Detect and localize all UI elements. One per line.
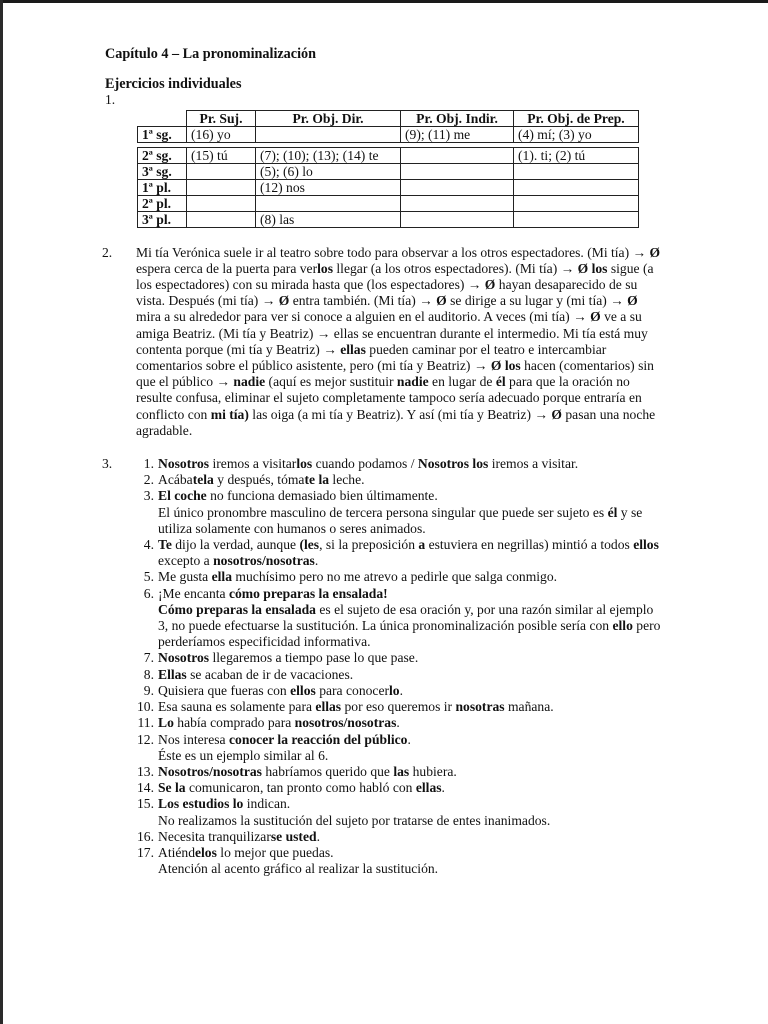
list-item xyxy=(136,488,665,537)
list-item xyxy=(136,650,665,666)
table-cell xyxy=(187,163,256,179)
table-cell xyxy=(256,195,401,211)
chapter-heading: Capítulo 4 – La pronominalización xyxy=(105,46,317,62)
item-text: Te dijo la verdad, aunque (les, si la preposición a estuviera en negrillas) mintió a todos ellos excepto a nosotros/nosotras. xyxy=(158,537,659,569)
item-text: Se la comunicaron, tan pronto como habló con ellas. xyxy=(158,780,445,796)
table-row xyxy=(138,179,639,195)
table-cell xyxy=(256,126,401,142)
item-text: El coche no funciona demasiado bien últimamente. El único pronombre masculino de tercera persona singular que puede ser sujeto es él y se utiliza solamente con humanos o seres animados. xyxy=(158,488,643,536)
table-cell xyxy=(401,163,514,179)
table-cell xyxy=(514,163,639,179)
list-item xyxy=(136,780,665,796)
item-text: Esa sauna es solamente para ellas por eso queremos ir nosotras mañana. xyxy=(158,699,554,715)
item-number: 2. xyxy=(143,472,154,488)
document-page xyxy=(102,46,665,877)
item-text: Me gusta ella muchísimo pero no me atrevo a pedirle que salga conmigo. xyxy=(158,569,558,585)
table-cell: (12) nos xyxy=(256,179,401,195)
exercise-2-number: 2. xyxy=(102,244,113,260)
table-cell xyxy=(514,211,639,227)
table-header: Pr. Obj. de Prep. xyxy=(514,110,639,126)
list-item xyxy=(136,796,665,828)
item-number: 10. xyxy=(137,699,154,715)
row-label: 3ª pl. xyxy=(138,211,187,227)
item-number: 5. xyxy=(143,569,154,585)
item-number: 13. xyxy=(137,763,154,779)
table-cell: (4) mí; (3) yo xyxy=(514,126,639,142)
table-header: Pr. Suj. xyxy=(187,110,256,126)
item-number: 4. xyxy=(143,537,154,553)
exercise-3-number: 3. xyxy=(102,456,113,472)
table-cell xyxy=(401,195,514,211)
list-item xyxy=(136,829,665,845)
table-row xyxy=(138,163,639,179)
item-text: Los estudios lo indican. No realizamos la sustitución del sujeto por tratarse de entes inanimados. xyxy=(158,796,551,828)
list-item xyxy=(136,699,665,715)
exercise-2 xyxy=(102,244,665,439)
list-item xyxy=(136,586,665,651)
pronoun-table-top xyxy=(137,110,639,143)
table-corner-cell xyxy=(138,110,187,126)
list-item xyxy=(136,667,665,683)
table-cell: (16) yo xyxy=(187,126,256,142)
table-cell xyxy=(187,211,256,227)
item-number: 15. xyxy=(137,796,154,812)
list-item xyxy=(136,715,665,731)
table-cell xyxy=(401,179,514,195)
item-number: 7. xyxy=(143,650,154,666)
table-cell xyxy=(401,147,514,163)
table-cell xyxy=(187,179,256,195)
list-item xyxy=(136,456,665,472)
table-header: Pr. Obj. Indir. xyxy=(401,110,514,126)
item-number: 17. xyxy=(137,844,154,860)
item-number: 1. xyxy=(143,456,154,472)
table-cell: (1). ti; (2) tú xyxy=(514,147,639,163)
exercise-3 xyxy=(102,456,665,877)
item-number: 16. xyxy=(137,828,154,844)
table-row xyxy=(138,147,639,163)
row-label: 2ª sg. xyxy=(138,147,187,163)
item-text: Quisiera que fueras con ellos para conocerlo. xyxy=(158,682,403,698)
item-text: Nosotros iremos a visitarlos cuando podamos / Nosotros los iremos a visitar. xyxy=(158,456,579,472)
row-label: 1ª pl. xyxy=(138,179,187,195)
item-number: 14. xyxy=(137,780,154,796)
item-text: Nos interesa conocer la reacción del público. Éste es un ejemplo similar al 6. xyxy=(158,731,411,763)
scan-edge-top xyxy=(0,0,768,3)
table-row xyxy=(138,195,639,211)
item-number: 9. xyxy=(143,682,154,698)
table-header-row xyxy=(138,110,639,126)
exercise-3-list xyxy=(136,456,665,877)
scan-edge-left xyxy=(0,0,3,1024)
table-cell: (8) las xyxy=(256,211,401,227)
exercise-2-text: Mi tía Verónica suele ir al teatro sobre todo para observar a los otros espectadores. (Mi tía) → Ø espera cerca de la puerta para verlos llegar (a los otros espectadores). (Mi tía) → Ø los sigue (a los espectadores) con su mirada hasta que (los espectadores) → Ø hayan desaparecido de su vista. Después (mi tía) → Ø entra también. (Mi tía) → Ø se dirige a su lugar y (mi tía) → Ø mira a su alrededor para ver si conoce a alguien en el auditorio. A veces (mi tía) → Ø ve a su amiga Beatriz. (Mi tía y Beatriz) → ellas se encuentran durante el intermedio. Mi tía está muy contenta porque (mi tía y Beatriz) → ellas pueden caminar por el teatro e intercambiar comentarios sobre el público asistente, pero (mi tía y Beatriz) → Ø los hacen (comentarios) sin que el público → nadie (aquí es mejor sustituir nadie en lugar de él para que la oración no resulte confusa, eliminar el sujeto completamente tampoco sería adecuado porque entraría en conflicto con mi tía) las oiga (a mi tía y Beatriz). Y así (mi tía y Beatriz) → Ø pasan una noche agradable. xyxy=(136,244,661,438)
item-text: Atiéndelos lo mejor que puedas. Atención al acento gráfico al realizar la sustitución. xyxy=(158,844,439,877)
item-number: 8. xyxy=(143,666,154,682)
item-text: Necesita tranquilizarse usted. xyxy=(158,828,320,844)
item-text: Ellas se acaban de ir de vacaciones. xyxy=(158,666,354,682)
table-header: Pr. Obj. Dir. xyxy=(256,110,401,126)
table-cell: (9); (11) me xyxy=(401,126,514,142)
list-item xyxy=(136,537,665,569)
row-label: 2ª pl. xyxy=(138,195,187,211)
item-text: Lo había comprado para nosotros/nosotras. xyxy=(158,715,400,731)
item-number: 12. xyxy=(137,731,154,747)
exercises-heading: Ejercicios individuales xyxy=(105,76,242,93)
item-number: 3. xyxy=(143,488,154,504)
table-cell xyxy=(401,211,514,227)
table-cell xyxy=(514,179,639,195)
exercise-1-number: 1. xyxy=(105,92,116,108)
list-item xyxy=(136,732,665,764)
table-cell: (5); (6) lo xyxy=(256,163,401,179)
pronoun-table-bottom xyxy=(137,147,639,228)
item-text: ¡Me encanta cómo preparas la ensalada! Cómo preparas la ensalada es el sujeto de esa oración y, por una razón similar al ejemplo 3, no puede efectuarse la sustitución. La única pronominalización posible sería con ello pero perderíamos especificidad informativa. xyxy=(158,585,661,650)
list-item xyxy=(136,764,665,780)
table-cell xyxy=(514,195,639,211)
table-row xyxy=(138,211,639,227)
table-row xyxy=(138,126,639,142)
table-cell: (7); (10); (13); (14) te xyxy=(256,147,401,163)
table-cell xyxy=(187,195,256,211)
item-text: Nosotros/nosotras habríamos querido que las hubiera. xyxy=(158,763,457,779)
item-number: 6. xyxy=(143,585,154,601)
row-label: 1ª sg. xyxy=(138,126,187,142)
item-text: Nosotros llegaremos a tiempo pase lo que pase. xyxy=(158,650,419,666)
table-cell: (15) tú xyxy=(187,147,256,163)
item-text: Acábatela y después, tómate la leche. xyxy=(158,472,365,488)
row-label: 3ª sg. xyxy=(138,163,187,179)
list-item xyxy=(136,472,665,488)
item-number: 11. xyxy=(137,715,154,731)
list-item xyxy=(136,569,665,585)
list-item xyxy=(136,845,665,877)
list-item xyxy=(136,683,665,699)
